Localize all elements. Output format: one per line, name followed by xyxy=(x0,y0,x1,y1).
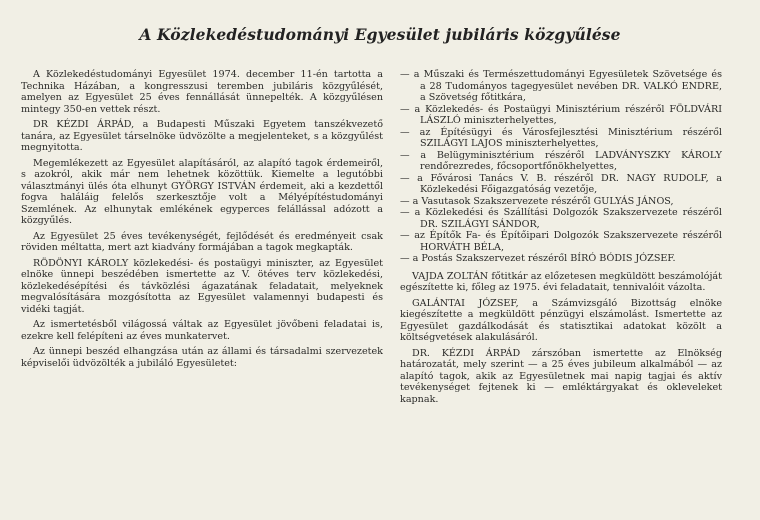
list-item: — a Fővárosi Tanács V. B. részéről DR. NAGY RUDOLF, a Közlekedési Főigazgatóság vezetője, xyxy=(400,172,722,195)
left-column xyxy=(21,69,383,373)
paragraph: Az Egyesület 25 éves tevékenységét, fejlődését és eredményeit csak röviden méltatta, mert azt kiadvány formájában a tagok megkapták. xyxy=(21,230,383,253)
paragraph: GALÁNTAI JÓZSEF, a Számvizsgáló Bizottság elnöke kiegészítette a megküldött pénzügyi elszámolást. Ismertette az Egyesület gazdálkodását és statisztikai adatokat közölt a költségvetések alakulásáról. xyxy=(400,297,722,343)
paragraph: A Közlekedéstudományi Egyesület 1974. december 11-én tartotta a Technika Házában, a kongresszusi teremben jubiláris közgyűlését, amelyen az Egyesület 25 éves fennállását ünnepelték. A közgyűlésen mintegy 350-en vettek részt. xyxy=(21,69,383,115)
list-item: — a Belügyminisztérium részéről LADVÁNYSZKY KÁROLY rendőrezredes, főcsoportfőnökhelyettes, xyxy=(400,149,722,172)
right-column xyxy=(400,69,722,409)
paragraph: Az ünnepi beszéd elhangzása után az állami és társadalmi szervezetek képviselői üdvözölték a jubiláló Egyesületet: xyxy=(21,346,383,369)
paragraph: DR. KÉZDI ÁRPÁD zárszóban ismertette az Elnökség határozatát, mely szerint — a 25 éves jubileum alkalmából — az alapító tagok, akik az Egyesületnek mai napig tagjai és aktív tevékenységet fejtenek ki — emléktárgyakat és okleveleket kapnak. xyxy=(400,347,722,405)
paragraph: DR KÉZDI ÁRPÁD, a Budapesti Műszaki Egyetem tanszékvezető tanára, az Egyesület társelnöke üdvözölte a megjelenteket, s a közgyűlést megnyitotta. xyxy=(21,119,383,153)
list-item: — a Postás Szakszervezet részéről BÍRÓ BÓDIS JÓZSEF. xyxy=(400,253,676,264)
list-item: — a Közlekedés- és Postaügyi Minisztérium részéről FÖLDVÁRI LÁSZLÓ miniszterhelyettes, xyxy=(400,103,722,126)
paragraph: Az ismertetésből világossá váltak az Egyesület jövőbeni feladatai is, ezekre kell felépíteni az éves munkatervet. xyxy=(21,319,383,342)
article-title: A Közlekedéstudományi Egyesület jubiláris közgyűlése xyxy=(139,25,621,44)
list-item: — a Közlekedési és Szállítási Dolgozók Szakszervezete részéről DR. SZILÁGYI SÁNDOR, xyxy=(400,207,722,230)
list-item: — az Építők Fa- és Építőipari Dolgozók Szakszervezete részéről HORVÁTH BÉLA, xyxy=(400,230,722,253)
list-item: — az Építésügyi és Városfejlesztési Minisztérium részéről SZILÁGYI LAJOS miniszterhelyettes, xyxy=(400,126,722,149)
paragraph: Megemlékezett az Egyesület alapításáról, az alapító tagok érdemeiről, s azokról, akik már nem lehetnek közöttük. Kiemelte a legutóbbi választmányi ülés óta elhunyt GYÖRGY ISTVÁN érdemeit, aki a kezdettől fogva haláláig felelős szerkesztője volt a Mélyépítéstudományi Szemlének. Az elhunytak emlékének egyperces felállással adózott a közgyűlés. xyxy=(21,157,383,226)
list-item: — a Műszaki és Természettudományi Egyesületek Szövetsége és a 28 Tudományos tagegyesület nevében DR. VALKÓ ENDRE, a Szövetség főtitkára, xyxy=(400,69,722,103)
paragraph: RÖDÖNYI KÁROLY közlekedési- és postaügyi miniszter, az Egyesület elnöke ünnepi beszédében ismertette az V. ötéves terv közlekedési, közlekedésépítési és távközlési ágazatának feladatait, melyeknek megvalósítására mozgósította az Egyesület valamennyi budapesti és vidéki tagját. xyxy=(21,257,383,315)
list-item: — a Vasutasok Szakszervezete részéről GULYÁS JÁNOS, xyxy=(400,195,674,207)
paragraph: VAJDA ZOLTÁN főtitkár az előzetesen megküldött beszámolóját egészítette ki, főleg az 1975. évi feladatait, tennivalóit vázolta. xyxy=(400,270,722,293)
